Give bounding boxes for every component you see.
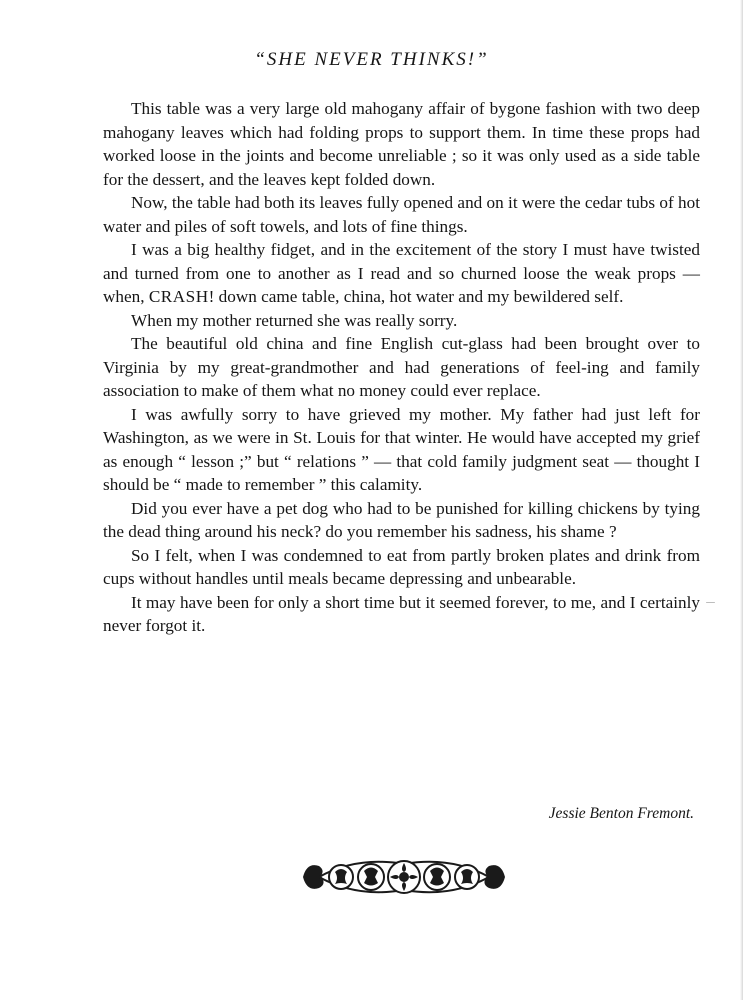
floral-vignette-icon bbox=[297, 852, 511, 907]
author-signature: Jessie Benton Fremont. bbox=[548, 805, 694, 822]
paragraph: Now, the table had both its leaves fully opened and on it were the cedar tubs of hot water and piles of soft towels, and lots of fine things. bbox=[103, 193, 700, 236]
body-text bbox=[103, 97, 700, 638]
paragraph: So I felt, when I was condemned to eat from partly broken plates and drink from cups without handles until meals became depressing and unbearable. bbox=[103, 545, 700, 588]
paragraph: The beautiful old china and fine English cut-glass had been brought over to Virginia by my great-grandmother and had generations of feel-ing and family association to make of them what no money could ever replace. bbox=[103, 334, 700, 400]
paragraph: I was awfully sorry to have grieved my mother. My father had just left for Washington, as we were in St. Louis for that winter. He would have accepted my grief as enough “ lesson ;” but “ relations ” — that cold family judgment seat — thought I should be “ made to remember ” this calamity. bbox=[103, 404, 700, 494]
paragraph: It may have been for only a short time but it seemed forever, to me, and I certainly never forgot it. bbox=[103, 592, 700, 635]
chapter-title: “SHE NEVER THINKS!” bbox=[254, 49, 489, 70]
paragraph: This table was a very large old mahogany affair of bygone fashion with two deep mahogany leaves which had folding props to support them. In time these props had worked loose in the joints and become unreliable ; so it was only used as a side table for the dessert, and the leaves kept folded down. bbox=[103, 99, 700, 189]
crash-text-before: I was a big healthy fidget, and in the excitement of the story I must have twisted and turned from one to another as I read and so churned loose the weak props — when, bbox=[103, 240, 700, 306]
paragraph: Did you ever have a pet dog who had to be punished for killing chickens by tying the dead thing around his neck? do you remember his sadness, his shame ? bbox=[103, 498, 700, 541]
crash-word: CRASH bbox=[148, 287, 209, 306]
paragraph-crash bbox=[103, 238, 700, 309]
print-speck bbox=[706, 602, 715, 603]
paragraph: When my mother returned she was really sorry. bbox=[131, 310, 458, 330]
crash-text-after: ! down came table, china, hot water and my bewildered self. bbox=[208, 287, 624, 306]
